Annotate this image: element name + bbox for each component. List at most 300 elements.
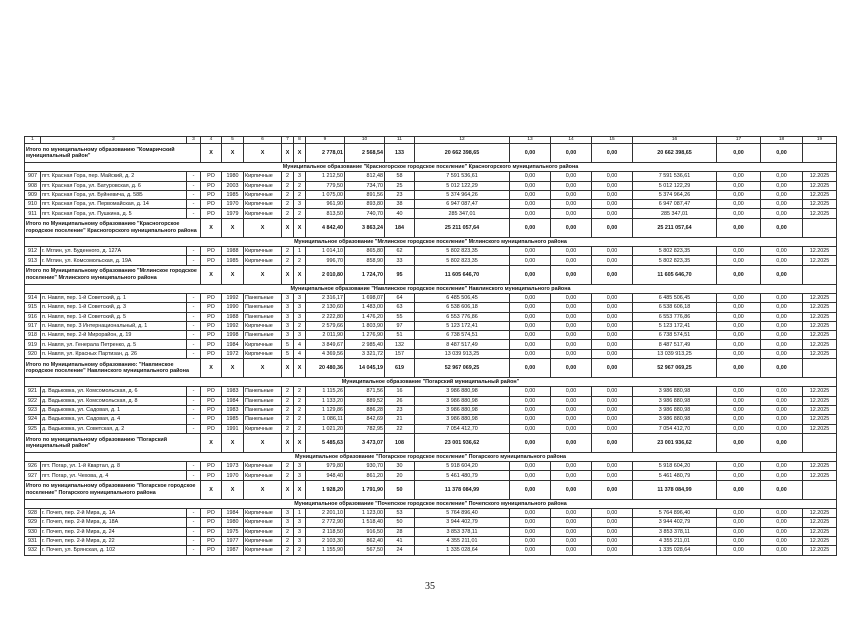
owner-type: РО <box>201 321 222 330</box>
living-area: 891,56 <box>345 190 385 199</box>
subtotal-row <box>25 359 837 378</box>
wall-material: Кирпичные <box>244 172 282 181</box>
building-row <box>25 527 837 536</box>
row-number: 926 <box>25 462 41 471</box>
entrances: 3 <box>294 527 306 536</box>
total-cost: 1 335 028,64 <box>415 546 510 555</box>
floors: 5 <box>282 349 294 358</box>
subtotal-x-mark: X <box>201 265 222 284</box>
section-title: Муниципальное образование "Почепское городское поселение" Почепского муниципального района <box>25 499 837 508</box>
completion-date: 12.2025 <box>803 200 837 209</box>
cost-cell: 0,00 <box>717 471 761 480</box>
owner-type: РО <box>201 415 222 424</box>
living-area: 865,80 <box>345 247 385 256</box>
floors: 2 <box>282 405 294 414</box>
cost-cell: 0,00 <box>717 509 761 518</box>
cost-cell: 0,00 <box>717 387 761 396</box>
subtotal-x-mark: X <box>201 433 222 452</box>
cost-cell: 0,00 <box>510 181 551 190</box>
residents: 132 <box>385 340 415 349</box>
section-title: Муниципальное образование "Погарский муниципальный район" <box>25 378 837 387</box>
building-address: п. Навля, пер. 1-й Советский, д. 5 <box>41 312 187 321</box>
cost-cell: 0,00 <box>551 518 592 527</box>
cost-cell: 0,00 <box>761 536 803 545</box>
cost-cell: 0,00 <box>717 293 761 302</box>
subtotal-fund-cost: 25 211 057,64 <box>633 218 717 237</box>
living-area: 567,50 <box>345 546 385 555</box>
build-year: 2003 <box>222 181 244 190</box>
cost-cell: 0,00 <box>551 471 592 480</box>
cost-cell: 0,00 <box>510 518 551 527</box>
wall-material: Кирпичные <box>244 256 282 265</box>
row-number: 909 <box>25 190 41 199</box>
subtotal-cost-cell: 0,00 <box>592 265 633 284</box>
cost-cell: 0,00 <box>592 312 633 321</box>
cost-cell: 0,00 <box>592 303 633 312</box>
cost-cell: 0,00 <box>592 509 633 518</box>
total-area: 1 212,50 <box>306 172 345 181</box>
subtotal-total-cost: 11 378 084,99 <box>415 480 510 499</box>
dash-cell: - <box>187 181 201 190</box>
subtotal-total-area: 4 842,40 <box>306 218 345 237</box>
cost-cell: 0,00 <box>761 509 803 518</box>
subtotal-label: Итого по муниципальному образованию "Комаричский муниципальный район" <box>25 144 201 163</box>
dash-cell: - <box>187 331 201 340</box>
subtotal-x-mark: X <box>294 218 306 237</box>
subtotal-row <box>25 144 837 163</box>
dash-cell: - <box>187 247 201 256</box>
fund-cost: 13 039 913,25 <box>633 349 717 358</box>
total-area: 2 316,17 <box>306 293 345 302</box>
owner-type: РО <box>201 340 222 349</box>
floors: 2 <box>282 200 294 209</box>
living-area: 1 803,90 <box>345 321 385 330</box>
total-area: 2 772,90 <box>306 518 345 527</box>
cost-cell: 0,00 <box>761 331 803 340</box>
building-address: г. Мглин, ул. Комсомольская, д. 19А <box>41 256 187 265</box>
register-body <box>25 137 837 556</box>
column-number-cell: 12 <box>415 137 510 144</box>
cost-cell: 0,00 <box>551 209 592 218</box>
building-address: д. Вадьковка, ул. Комсомольская, д. 6 <box>41 387 187 396</box>
cost-cell: 0,00 <box>592 405 633 414</box>
total-cost: 3 986 880,98 <box>415 387 510 396</box>
entrances: 2 <box>294 405 306 414</box>
subtotal-living-area: 1 724,70 <box>345 265 385 284</box>
subtotal-x-mark: X <box>244 218 282 237</box>
building-row <box>25 424 837 433</box>
wall-material: Панельные <box>244 293 282 302</box>
wall-material: Кирпичные <box>244 349 282 358</box>
cost-cell: 0,00 <box>761 312 803 321</box>
cost-cell: 0,00 <box>761 471 803 480</box>
entrances: 2 <box>294 321 306 330</box>
cost-cell: 0,00 <box>592 209 633 218</box>
wall-material: Кирпичные <box>244 321 282 330</box>
total-area: 2 118,50 <box>306 527 345 536</box>
living-area: 1 276,90 <box>345 331 385 340</box>
owner-type: РО <box>201 209 222 218</box>
subtotal-cost-cell: 0,00 <box>510 480 551 499</box>
cost-cell: 0,00 <box>761 518 803 527</box>
subtotal-fund-cost: 11 605 646,70 <box>633 265 717 284</box>
completion-date: 12.2025 <box>803 415 837 424</box>
building-row <box>25 331 837 340</box>
living-area: 871,56 <box>345 387 385 396</box>
build-year: 1985 <box>222 190 244 199</box>
completion-date: 12.2025 <box>803 312 837 321</box>
cost-cell: 0,00 <box>717 312 761 321</box>
subtotal-cost-cell: 0,00 <box>761 480 803 499</box>
wall-material: Кирпичные <box>244 527 282 536</box>
cost-cell: 0,00 <box>551 340 592 349</box>
building-row <box>25 256 837 265</box>
residents: 41 <box>385 536 415 545</box>
subtotal-cost-cell: 0,00 <box>761 433 803 452</box>
cost-cell: 0,00 <box>761 462 803 471</box>
subtotal-x-mark: X <box>222 265 244 284</box>
total-cost: 5 461 480,79 <box>415 471 510 480</box>
cost-cell: 0,00 <box>761 546 803 555</box>
residents: 62 <box>385 247 415 256</box>
cost-cell: 0,00 <box>592 200 633 209</box>
building-address: пгт. Погар, ул. Чехова, д. 4 <box>41 471 187 480</box>
wall-material: Кирпичные <box>244 546 282 555</box>
cost-cell: 0,00 <box>592 527 633 536</box>
subtotal-label: Итого по Муниципальному образованию "Красногорское городское поселение" Красногорского муниципального района <box>25 218 201 237</box>
wall-material: Кирпичные <box>244 340 282 349</box>
residents: 51 <box>385 331 415 340</box>
cost-cell: 0,00 <box>592 321 633 330</box>
subtotal-total-cost: 52 967 069,25 <box>415 359 510 378</box>
living-area: 1 483,00 <box>345 303 385 312</box>
floors: 2 <box>282 181 294 190</box>
subtotal-cost-cell: 0,00 <box>510 265 551 284</box>
cost-cell: 0,00 <box>717 190 761 199</box>
cost-cell: 0,00 <box>551 303 592 312</box>
residents: 22 <box>385 424 415 433</box>
floors: 3 <box>282 331 294 340</box>
cost-cell: 0,00 <box>592 293 633 302</box>
build-year: 1990 <box>222 303 244 312</box>
floors: 2 <box>282 247 294 256</box>
build-year: 1975 <box>222 527 244 536</box>
floors: 2 <box>282 462 294 471</box>
build-year: 1984 <box>222 509 244 518</box>
living-area: 886,28 <box>345 405 385 414</box>
cost-cell: 0,00 <box>592 415 633 424</box>
total-cost: 5 918 604,20 <box>415 462 510 471</box>
owner-type: РО <box>201 396 222 405</box>
cost-cell: 0,00 <box>510 209 551 218</box>
residents: 38 <box>385 200 415 209</box>
cost-cell: 0,00 <box>717 518 761 527</box>
building-row <box>25 387 837 396</box>
building-address: д. Вадьковка, ул. Советская, д. 2 <box>41 424 187 433</box>
total-cost: 7 054 412,70 <box>415 424 510 433</box>
entrances: 1 <box>294 247 306 256</box>
row-number: 929 <box>25 518 41 527</box>
wall-material: Панельные <box>244 312 282 321</box>
building-address: пгт. Красная Гора, ул. Пушкина, д. 5 <box>41 209 187 218</box>
column-number-cell: 11 <box>385 137 415 144</box>
build-year: 1983 <box>222 387 244 396</box>
owner-type: РО <box>201 190 222 199</box>
build-year: 1977 <box>222 536 244 545</box>
total-area: 996,70 <box>306 256 345 265</box>
subtotal-living-area: 3 473,07 <box>345 433 385 452</box>
cost-cell: 0,00 <box>551 331 592 340</box>
subtotal-total-cost: 20 662 398,65 <box>415 144 510 163</box>
cost-cell: 0,00 <box>510 247 551 256</box>
living-area: 862,40 <box>345 536 385 545</box>
building-row <box>25 181 837 190</box>
building-address: п. Навля, ул. Красных Партизан, д. 26 <box>41 349 187 358</box>
cost-cell: 0,00 <box>551 405 592 414</box>
subtotal-cost-cell: 0,00 <box>761 144 803 163</box>
subtotal-row <box>25 218 837 237</box>
cost-cell: 0,00 <box>551 172 592 181</box>
owner-type: РО <box>201 349 222 358</box>
subtotal-living-area: 1 791,90 <box>345 480 385 499</box>
building-row <box>25 293 837 302</box>
building-address: д. Вадьковка, ул. Садовая, д. 1 <box>41 405 187 414</box>
cost-cell: 0,00 <box>761 181 803 190</box>
completion-date: 12.2025 <box>803 172 837 181</box>
entrances: 1 <box>294 509 306 518</box>
total-area: 2 103,30 <box>306 536 345 545</box>
build-year: 1983 <box>222 405 244 414</box>
cost-cell: 0,00 <box>761 424 803 433</box>
building-address: г. Почеп, пер. 2-й Мира, д. 1А <box>41 509 187 518</box>
subtotal-cost-cell: 0,00 <box>592 218 633 237</box>
cost-cell: 0,00 <box>717 303 761 312</box>
column-number-cell: 3 <box>187 137 201 144</box>
living-area: 842,69 <box>345 415 385 424</box>
cost-cell: 0,00 <box>717 546 761 555</box>
section-header-row <box>25 163 837 172</box>
register-sheet <box>24 136 836 556</box>
row-number: 908 <box>25 181 41 190</box>
building-row <box>25 303 837 312</box>
subtotal-cost-cell: 0,00 <box>761 265 803 284</box>
subtotal-cost-cell: 0,00 <box>551 433 592 452</box>
cost-cell: 0,00 <box>551 462 592 471</box>
subtotal-x-mark: X <box>222 218 244 237</box>
owner-type: РО <box>201 181 222 190</box>
building-address: пгт. Красная Гора, ул. Первомайская, д. 14 <box>41 200 187 209</box>
fund-cost: 5 461 480,79 <box>633 471 717 480</box>
wall-material: Кирпичные <box>244 518 282 527</box>
subtotal-cost-cell: 0,00 <box>717 265 761 284</box>
cost-cell: 0,00 <box>551 247 592 256</box>
cost-cell: 0,00 <box>551 387 592 396</box>
total-area: 1 129,86 <box>306 405 345 414</box>
residents: 157 <box>385 349 415 358</box>
cost-cell: 0,00 <box>761 396 803 405</box>
fund-cost: 4 355 211,01 <box>633 536 717 545</box>
subtotal-fund-cost: 11 378 084,99 <box>633 480 717 499</box>
completion-date: 12.2025 <box>803 349 837 358</box>
dash-cell: - <box>187 536 201 545</box>
cost-cell: 0,00 <box>717 331 761 340</box>
entrances: 3 <box>294 172 306 181</box>
entrances: 3 <box>294 200 306 209</box>
subtotal-label: Итого по муниципальному образованию "Погарский муниципальный район" <box>25 433 201 452</box>
subtotal-cost-cell: 0,00 <box>510 218 551 237</box>
section-header-row <box>25 237 837 246</box>
wall-material: Панельные <box>244 405 282 414</box>
cost-cell: 0,00 <box>592 424 633 433</box>
living-area: 858,90 <box>345 256 385 265</box>
cost-cell: 0,00 <box>592 396 633 405</box>
build-year: 1985 <box>222 415 244 424</box>
total-area: 2 201,10 <box>306 509 345 518</box>
residents: 21 <box>385 415 415 424</box>
living-area: 740,70 <box>345 209 385 218</box>
subtotal-label: Итого по муниципальному образованию "Погарское городское поселение" Погарского муниципального района <box>25 480 201 499</box>
building-address: пгт. Погар, ул. 1-й Квартал, д. 8 <box>41 462 187 471</box>
floors: 2 <box>282 209 294 218</box>
building-row <box>25 247 837 256</box>
floors: 2 <box>282 471 294 480</box>
wall-material: Кирпичные <box>244 509 282 518</box>
living-area: 861,20 <box>345 471 385 480</box>
residents: 25 <box>385 181 415 190</box>
floors: 2 <box>282 172 294 181</box>
owner-type: РО <box>201 200 222 209</box>
subtotal-cost-cell: 0,00 <box>761 218 803 237</box>
cost-cell: 0,00 <box>717 256 761 265</box>
completion-date: 12.2025 <box>803 293 837 302</box>
subtotal-x-mark: X <box>222 144 244 163</box>
cost-cell: 0,00 <box>551 312 592 321</box>
entrances: 4 <box>294 349 306 358</box>
subtotal-x-mark: X <box>244 265 282 284</box>
cost-cell: 0,00 <box>551 181 592 190</box>
cost-cell: 0,00 <box>761 247 803 256</box>
completion-date: 12.2025 <box>803 471 837 480</box>
dash-cell: - <box>187 340 201 349</box>
subtotal-cost-cell: 0,00 <box>592 433 633 452</box>
total-cost: 6 553 776,86 <box>415 312 510 321</box>
floors: 3 <box>282 293 294 302</box>
dash-cell: - <box>187 200 201 209</box>
cost-cell: 0,00 <box>592 340 633 349</box>
cost-cell: 0,00 <box>761 321 803 330</box>
total-cost: 3 986 880,98 <box>415 405 510 414</box>
cost-cell: 0,00 <box>551 415 592 424</box>
cost-cell: 0,00 <box>510 256 551 265</box>
column-number-cell: 9 <box>306 137 345 144</box>
subtotal-deadline <box>803 433 837 452</box>
floors: 2 <box>282 256 294 265</box>
cost-cell: 0,00 <box>510 462 551 471</box>
subtotal-x-mark: X <box>244 433 282 452</box>
completion-date: 12.2025 <box>803 509 837 518</box>
owner-type: РО <box>201 172 222 181</box>
column-number-cell: 5 <box>222 137 244 144</box>
subtotal-x-mark: X <box>244 359 282 378</box>
cost-cell: 0,00 <box>717 396 761 405</box>
building-address: д. Вадьковка, ул. Садовая, д. 4 <box>41 415 187 424</box>
subtotal-x-mark: X <box>294 359 306 378</box>
total-area: 1 155,90 <box>306 546 345 555</box>
entrances: 2 <box>294 546 306 555</box>
column-number-cell: 15 <box>592 137 633 144</box>
building-address: п. Навля, ул. Генерала Петренко, д. 5 <box>41 340 187 349</box>
cost-cell: 0,00 <box>510 415 551 424</box>
cost-cell: 0,00 <box>592 172 633 181</box>
residents: 20 <box>385 471 415 480</box>
residents: 64 <box>385 293 415 302</box>
fund-cost: 5 374 964,26 <box>633 190 717 199</box>
total-cost: 6 947 087,47 <box>415 200 510 209</box>
fund-cost: 5 802 823,35 <box>633 247 717 256</box>
building-row <box>25 471 837 480</box>
dash-cell: - <box>187 509 201 518</box>
cost-cell: 0,00 <box>551 536 592 545</box>
cost-cell: 0,00 <box>510 424 551 433</box>
residents: 40 <box>385 209 415 218</box>
floors: 2 <box>282 396 294 405</box>
building-address: г. Почеп, пер. 2-й Мира, д. 24 <box>41 527 187 536</box>
build-year: 1985 <box>222 256 244 265</box>
floors: 2 <box>282 527 294 536</box>
wall-material: Кирпичные <box>244 462 282 471</box>
column-number-cell: 18 <box>761 137 803 144</box>
building-row <box>25 312 837 321</box>
completion-date: 12.2025 <box>803 518 837 527</box>
subtotal-cost-cell: 0,00 <box>551 218 592 237</box>
building-row <box>25 536 837 545</box>
row-number: 914 <box>25 293 41 302</box>
total-cost: 7 591 536,61 <box>415 172 510 181</box>
cost-cell: 0,00 <box>761 256 803 265</box>
cost-cell: 0,00 <box>717 424 761 433</box>
total-cost: 6 485 506,45 <box>415 293 510 302</box>
subtotal-x-mark: X <box>222 359 244 378</box>
subtotal-residents: 95 <box>385 265 415 284</box>
entrances: 3 <box>294 331 306 340</box>
dash-cell: - <box>187 527 201 536</box>
living-area: 2 985,40 <box>345 340 385 349</box>
section-header-row <box>25 452 837 461</box>
residents: 26 <box>385 396 415 405</box>
fund-cost: 3 986 880,98 <box>633 405 717 414</box>
residents: 23 <box>385 190 415 199</box>
dash-cell: - <box>187 405 201 414</box>
completion-date: 12.2025 <box>803 303 837 312</box>
cost-cell: 0,00 <box>592 190 633 199</box>
total-cost: 8 487 517,49 <box>415 340 510 349</box>
subtotal-x-mark: X <box>282 218 294 237</box>
cost-cell: 0,00 <box>761 387 803 396</box>
building-address: п. Навля, пер. 2-й Мирорайон, д. 19 <box>41 331 187 340</box>
subtotal-living-area: 2 568,54 <box>345 144 385 163</box>
column-number-cell: 10 <box>345 137 385 144</box>
floors: 3 <box>282 312 294 321</box>
cost-cell: 0,00 <box>592 471 633 480</box>
cost-cell: 0,00 <box>551 424 592 433</box>
cost-cell: 0,00 <box>592 181 633 190</box>
building-row <box>25 190 837 199</box>
wall-material: Кирпичные <box>244 471 282 480</box>
completion-date: 12.2025 <box>803 396 837 405</box>
cost-cell: 0,00 <box>592 256 633 265</box>
entrances: 3 <box>294 312 306 321</box>
subtotal-residents: 619 <box>385 359 415 378</box>
